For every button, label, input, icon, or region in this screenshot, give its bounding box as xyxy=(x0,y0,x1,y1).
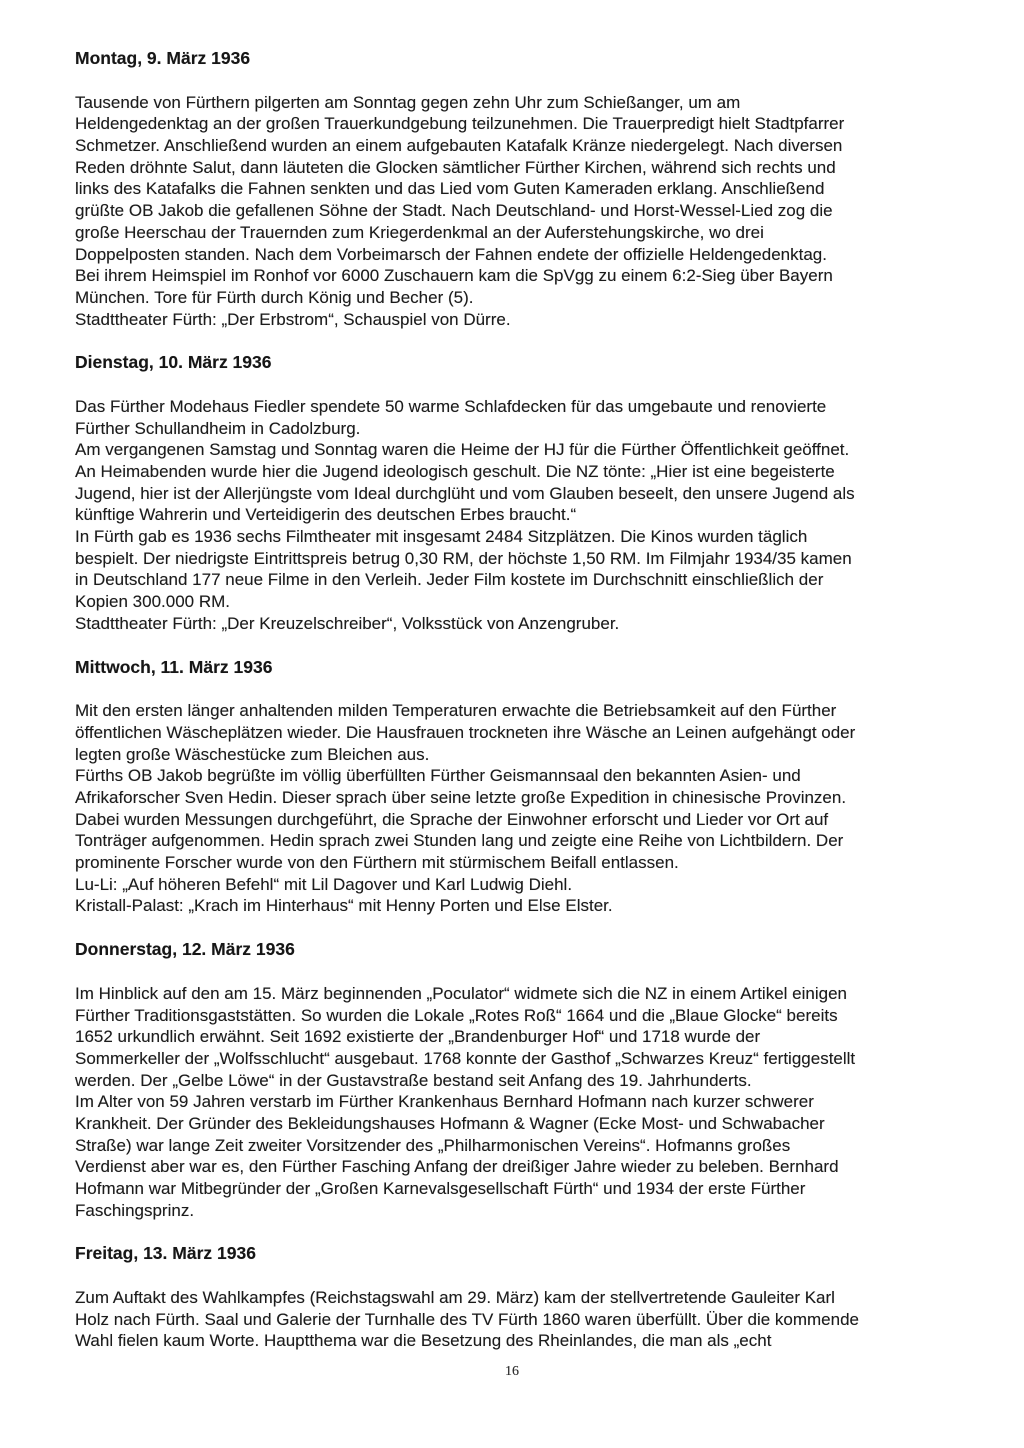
text-line: Jugend, hier ist der Allerjüngste vom Ideal durchglüht und vom Glauben beseelt, den unsere Jugend als xyxy=(75,483,855,503)
text-line: Afrikaforscher Sven Hedin. Dieser sprach über seine letzte große Expedition in chinesische Provinzen. xyxy=(75,787,847,807)
text-line: Heldengedenktag an der großen Trauerkundgebung teilzunehmen. Die Trauerpredigt hielt Stadtpfarrer xyxy=(75,114,845,134)
text-line: Dabei wurden Messungen durchgeführt, die Sprache der Einwohner erforscht und Lieder vor Ort auf xyxy=(75,809,829,829)
document-content xyxy=(75,48,975,1374)
text-line: Straße) war lange Zeit zweiter Vorsitzender des „Philharmonischen Vereins“. Hofmanns großes xyxy=(75,1135,791,1155)
document-section xyxy=(75,352,975,634)
text-line: Kopien 300.000 RM. xyxy=(75,592,230,612)
text-line: Holz nach Fürth. Saal und Galerie der Turnhalle des TV Fürth 1860 waren überfüllt. Über die kommende xyxy=(75,1309,859,1329)
text-line: Tausende von Fürthern pilgerten am Sonntag gegen zehn Uhr zum Schießanger, um am xyxy=(75,92,741,112)
text-line: Das Fürther Modehaus Fiedler spendete 50 warme Schlafdecken für das umgebaute und renovierte xyxy=(75,396,827,416)
text-line: Stadttheater Fürth: „Der Erbstrom“, Schauspiel von Dürre. xyxy=(75,309,511,329)
page-number: 16 xyxy=(505,1364,519,1379)
text-line: werden. Der „Gelbe Löwe“ in der Gustavstraße bestand seit Anfang des 19. Jahrhunderts. xyxy=(75,1070,752,1090)
text-line: Hofmann war Mitbegründer der „Großen Karnevalsgesellschaft Fürth“ und 1934 der erste Fürther xyxy=(75,1179,806,1198)
text-line: Doppelposten standen. Nach dem Vorbeimarsch der Fahnen endete der offizielle Heldengedenktag. xyxy=(75,244,827,264)
text-line: Wahl fielen kaum Worte. Hauptthema war die Besetzung des Rheinlandes, die man als „echt xyxy=(75,1331,772,1351)
section-heading: Mittwoch, 11. März 1936 xyxy=(75,656,273,677)
section-heading: Donnerstag, 12. März 1936 xyxy=(75,939,295,960)
section-body xyxy=(75,983,975,1222)
text-line: grüßte OB Jakob die gefallenen Söhne der Stadt. Nach Deutschland- und Horst-Wessel-Lied zog die xyxy=(75,201,833,221)
text-line: Sommerkeller der „Wolfsschlucht“ ausgebaut. 1768 konnte der Gasthof „Schwarzes Kreuz“ fertiggestellt xyxy=(75,1048,856,1068)
section-body xyxy=(75,700,975,917)
section-heading: Freitag, 13. März 1936 xyxy=(75,1243,256,1264)
section-body xyxy=(75,1287,975,1352)
text-line: In Fürth gab es 1936 sechs Filmtheater mit insgesamt 2484 Sitzplätzen. Die Kinos wurden täglich xyxy=(75,527,808,547)
text-line: Krankheit. Der Gründer des Bekleidungshauses Hofmann & Wagner (Ecke Most- und Schwabacher xyxy=(75,1113,825,1133)
text-line: legten große Wäschestücke zum Bleichen aus. xyxy=(75,744,430,764)
text-line: Reden dröhnte Salut, dann läuteten die Glocken sämtlicher Fürther Kirchen, während sich rechts und xyxy=(75,157,836,177)
text-line: Stadttheater Fürth: „Der Kreuzelschreiber“, Volksstück von Anzengruber. xyxy=(75,613,620,633)
text-line: Faschingsprinz. xyxy=(75,1200,195,1220)
text-line: Lu-Li: „Auf höheren Befehl“ mit Lil Dagover und Karl Ludwig Diehl. xyxy=(75,874,573,894)
text-line: Zum Auftakt des Wahlkampfes (Reichstagswahl am 29. März) kam der stellvertretende Gauleiter Karl xyxy=(75,1288,835,1308)
text-line: Fürths OB Jakob begrüßte im völlig überfüllten Fürther Geismannsaal den bekannten Asien- und xyxy=(75,766,801,786)
section-body xyxy=(75,396,975,635)
text-line: öffentlichen Wäscheplätzen wieder. Die Hausfrauen trockneten ihre Wäsche an Leinen aufgehängt oder xyxy=(75,722,856,742)
document-section xyxy=(75,657,975,918)
document-section xyxy=(75,1243,975,1352)
text-line: Bei ihrem Heimspiel im Ronhof vor 6000 Zuschauern kam die SpVgg zu einem 6:2-Sieg über Bayern xyxy=(75,266,833,286)
section-body xyxy=(75,92,975,331)
document-section xyxy=(75,939,975,1221)
text-line: Fürther Traditionsgaststätten. So wurden die Lokale „Rotes Roß“ 1664 und die „Blaue Glocke“ bereits xyxy=(75,1005,838,1025)
text-line: München. Tore für Fürth durch König und Becher (5). xyxy=(75,287,474,307)
text-line: links des Katafalks die Fahnen senkten und das Lied vom Guten Kameraden erklang. Anschließend xyxy=(75,179,825,199)
section-heading: Dienstag, 10. März 1936 xyxy=(75,352,272,373)
text-line: große Heerschau der Trauernden zum Kriegerdenkmal an der Auferstehungskirche, wo drei xyxy=(75,222,764,242)
text-line: Im Alter von 59 Jahren verstarb im Fürther Krankenhaus Bernhard Hofmann nach kurzer schwerer xyxy=(75,1092,814,1112)
text-line: in Deutschland 177 neue Filme in den Verleih. Jeder Film kostete im Durchschnitt einschließlich der xyxy=(75,570,824,590)
section-heading: Montag, 9. März 1936 xyxy=(75,48,251,68)
text-line: künftige Wahrerin und Verteidigerin des deutschen Erbes braucht.“ xyxy=(75,505,577,525)
text-line: An Heimabenden wurde hier die Jugend ideologisch geschult. Die NZ tönte: „Hier ist eine begeisterte xyxy=(75,462,835,482)
text-line: Verdienst aber war es, den Fürther Fasching Anfang der dreißiger Jahre wieder zu beleben. Bernhard xyxy=(75,1157,839,1177)
text-line: Tonträger aufgenommen. Hedin sprach zwei Stunden lang und zeigte eine Reihe von Lichtbildern. Der xyxy=(75,831,844,851)
text-line: Kristall-Palast: „Krach im Hinterhaus“ mit Henny Porten und Else Elster. xyxy=(75,896,613,916)
text-line: prominente Forscher wurde von den Fürthern mit stürmischem Beifall entlassen. xyxy=(75,853,679,873)
text-line: Fürther Schullandheim in Cadolzburg. xyxy=(75,418,361,438)
text-line: bespielt. Der niedrigste Eintrittspreis betrug 0,30 RM, der höchste 1,50 RM. Im Filmjahr 1934/35 kamen xyxy=(75,548,852,568)
text-line: Am vergangenen Samstag und Sonntag waren die Heime der HJ für die Fürther Öffentlichkeit geöffnet. xyxy=(75,440,850,460)
document-section xyxy=(75,48,975,330)
text-line: Schmetzer. Anschließend wurden an einem aufgebauten Katafalk Kränze niedergelegt. Nach diversen xyxy=(75,136,843,156)
text-line: 1652 urkundlich erwähnt. Seit 1692 existierte der „Brandenburger Hof“ und 1718 wurde der xyxy=(75,1027,761,1047)
text-line: Im Hinblick auf den am 15. März beginnenden „Poculator“ widmete sich die NZ in einem Artikel einigen xyxy=(75,983,847,1003)
text-line: Mit den ersten länger anhaltenden milden Temperaturen erwachte die Betriebsamkeit auf den Fürther xyxy=(75,701,837,721)
